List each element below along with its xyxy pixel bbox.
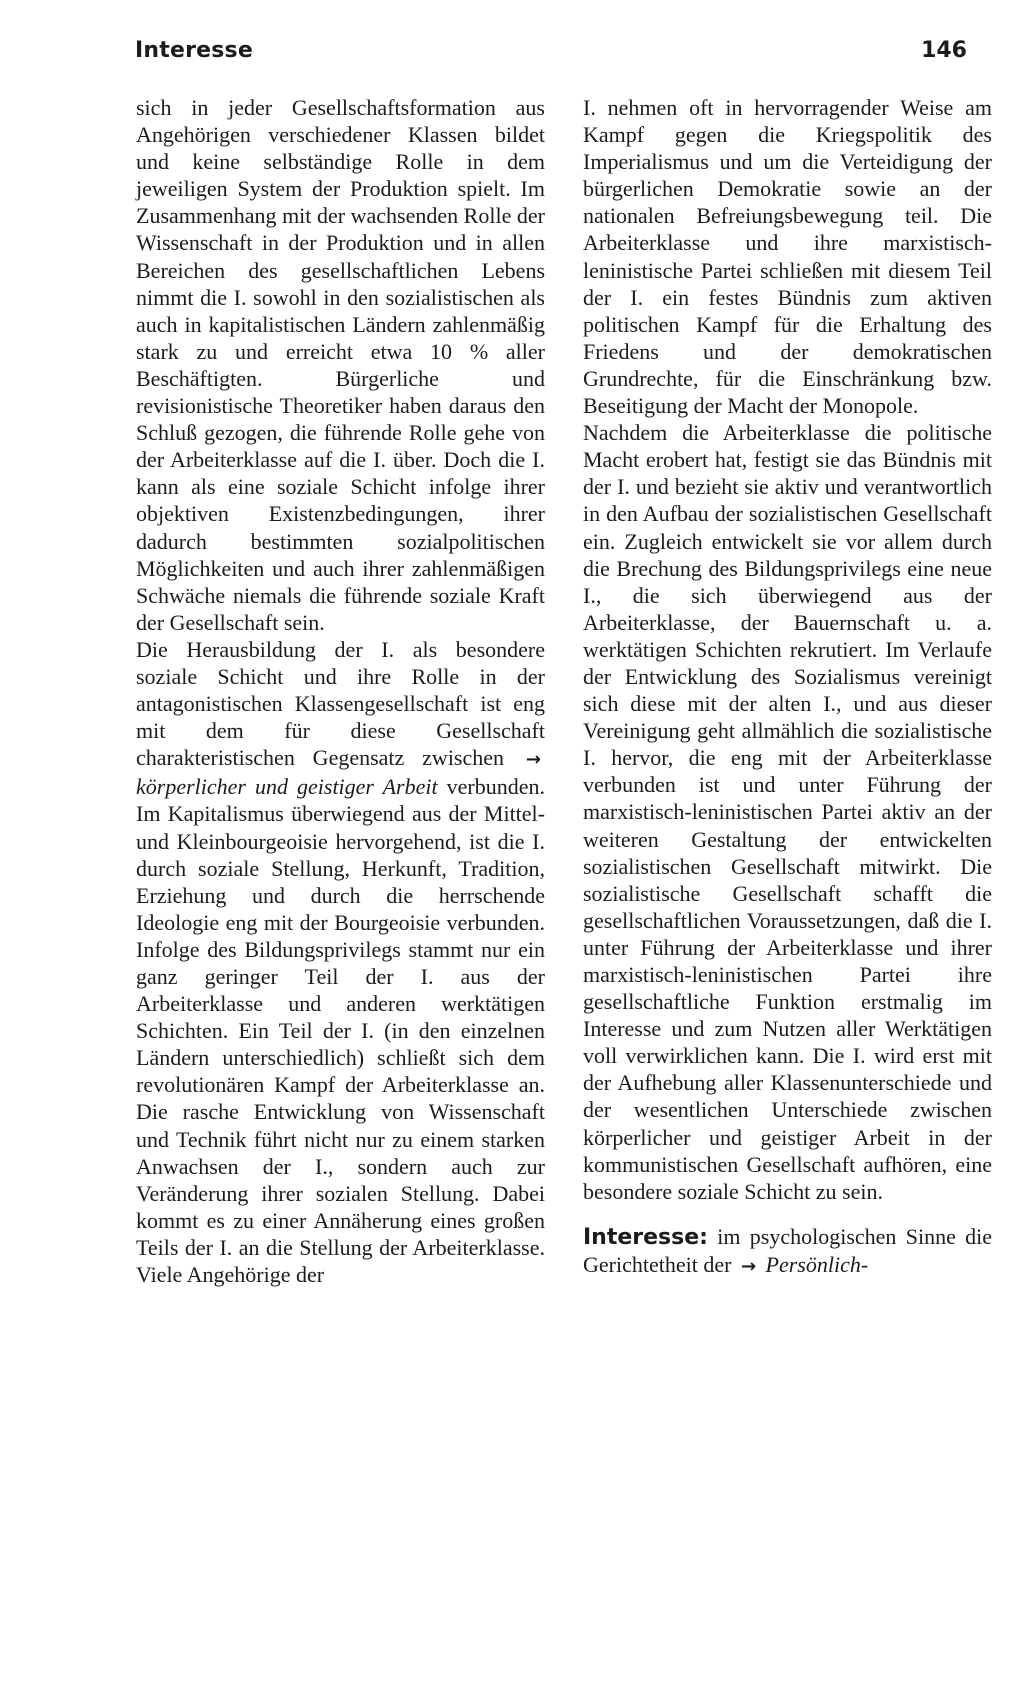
cross-reference-arrow-icon: →	[740, 1255, 757, 1277]
paragraph-text: Die Herausbildung der I. als besondere soziale Schicht und ihre Rolle in der antagonistischen Klassengesellschaft ist eng mit dem für diese Gesellschaft charakteristischen Gegensatz zwischen	[136, 636, 545, 771]
paragraph: I. nehmen oft in hervorragender Weise am Kampf gegen die Kriegspolitik des Imperialismus und um die Verteidigung der bürgerlichen Demokratie sowie an der nationalen Befreiungsbewegung teil. Die Arbeiterklasse und ihre marxistisch-leninistische Partei schließen mit diesem Teil der I. ein festes Bündnis zum aktiven politischen Kampf für die Erhaltung des Friedens und der demokratischen Grundrechte, für die Einschränkung bzw. Beseitigung der Macht der Monopole.	[583, 95, 992, 419]
paragraph: sich in jeder Gesellschaftsformation aus Angehörigen verschiedener Klassen bildet und keine selbständige Rolle in dem jeweiligen System der Produktion spielt. Im Zusammenhang mit der wachsenden Rolle der Wissenschaft in der Produktion und in allen Bereichen des gesellschaftlichen Lebens nimmt die I. sowohl in den sozialistischen als auch in kapitalistischen Ländern zahlenmäßig stark zu und erreicht etwa 10 % aller Beschäftigten. Bürgerliche und revisionistische Theoretiker haben daraus den Schluß gezogen, die führende Rolle gehe von der Arbeiterklasse auf die I. über. Doch die I. kann als eine soziale Schicht infolge ihrer objektiven Existenzbedingungen, ihrer dadurch bestimmten sozialpolitischen Möglichkeiten und auch ihrer zahlenmäßigen Schwäche niemals die führende soziale Kraft der Gesellschaft sein.	[136, 95, 545, 635]
cross-reference-arrow-icon: →	[525, 749, 541, 771]
right-column	[583, 94, 992, 1280]
paragraph: Nachdem die Arbeiterklasse die politische Macht erobert hat, festigt sie das Bündnis mit der I. und bezieht sie aktiv und verantwortlich in den Aufbau der sozialistischen Gesellschaft ein. Zugleich entwickelt sie vor allem durch die Brechung des Bildungsprivilegs eine neue I., die sich überwiegend aus der Arbeiterklasse, der Bauernschaft u. a. werktätigen Schichten rekrutiert. Im Verlaufe der Entwicklung des Sozialismus vereinigt sich diese mit der alten I., und aus dieser Vereinigung geht allmählich die sozialistische I. hervor, die eng mit der Arbeiterklasse verbunden ist und unter Führung der marxistisch-leninistischen Partei aktiv an der weiteren Gestaltung der entwickelten sozialistischen Gesellschaft mitwirkt. Die sozialistische Gesellschaft schafft die gesellschaftlichen Voraussetzungen, daß die I. unter Führung der Arbeiterklasse und ihrer marxistisch-leninistischen Partei ihre gesellschaftliche Funktion erstmalig im Interesse und zum Nutzen aller Werktätigen voll verwirklichen kann. Die I. wird erst mit der Aufhebung aller Klassenunterschiede und der wesentlichen Unterschiede zwischen körperlicher und geistiger Arbeit in der kommunistischen Gesellschaft aufhören, eine besondere soziale Schicht zu sein.	[583, 420, 992, 1204]
entry-text: im psychologischen Sinne die Gerichtetheit der	[583, 1223, 992, 1277]
cross-reference-link[interactable]: Persönlich-	[765, 1251, 869, 1277]
page-number: 146	[921, 38, 967, 63]
left-column	[136, 94, 545, 1288]
paragraph-text: verbunden. Im Kapitalismus überwiegend aus der Mittel- und Kleinbourgeoisie hervorgehend, ist die I. durch soziale Stellung, Herkunft, Tradition, Erziehung und durch die herrschende Ideologie eng mit der Bourgeoisie verbunden. Infolge des Bildungsprivilegs stammt nur ein ganz geringer Teil der I. aus der Arbeiterklasse und anderen werktätigen Schichten. Ein Teil der I. (in den einzelnen Ländern unterschiedlich) schließt sich dem revolutionären Kampf der Arbeiterklasse an. Die rasche Entwicklung von Wissenschaft und Technik führt nicht nur zu einem starken Anwachsen der I., sondern auch zur Veränderung ihrer sozialen Stellung. Dabei kommt es zu einer Annäherung eines großen Teils der I. an die Stellung der Arbeiterklasse. Viele Angehörige der	[136, 774, 545, 1288]
dictionary-entry	[583, 1223, 992, 1280]
cross-reference-link[interactable]: körperlicher und geistiger Arbeit	[136, 774, 438, 800]
running-head: Interesse	[135, 38, 253, 63]
entry-headword: Interesse:	[583, 1224, 708, 1250]
paragraph	[136, 636, 545, 1288]
